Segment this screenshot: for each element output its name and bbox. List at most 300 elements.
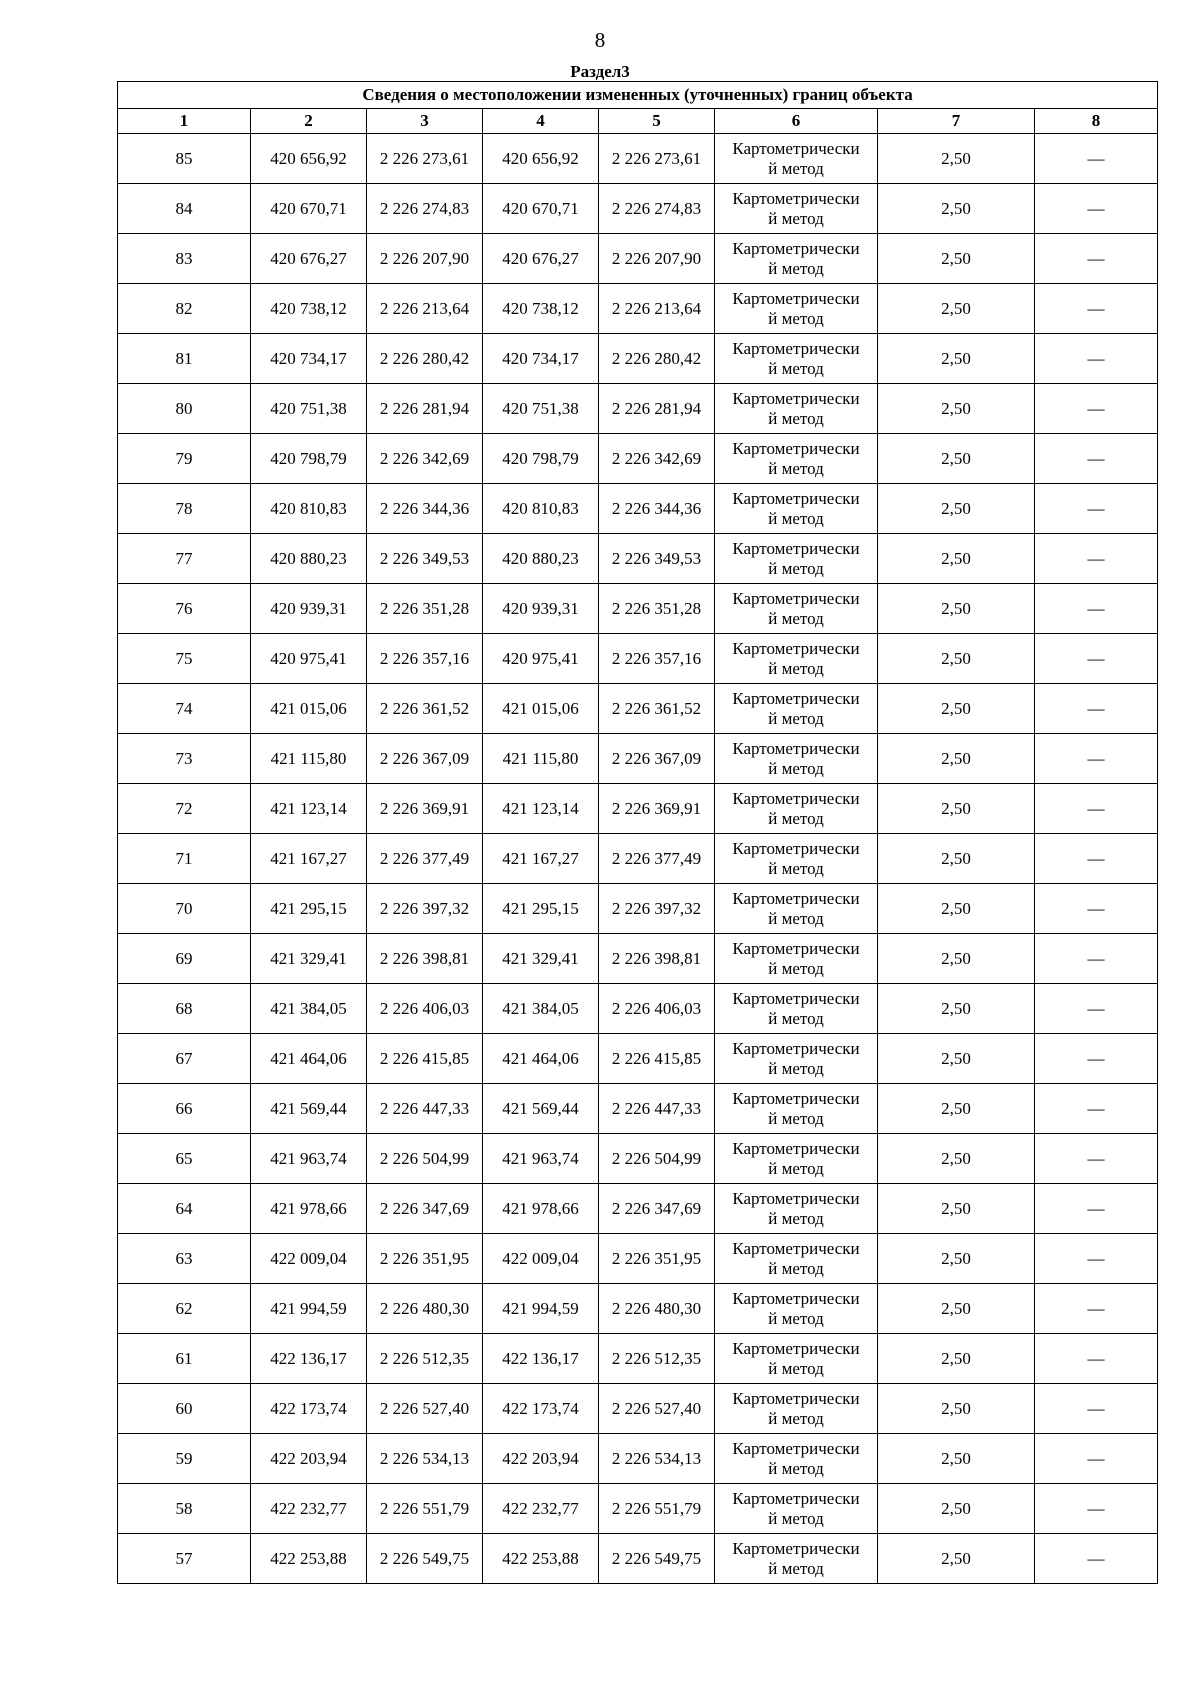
y-new-cell: 2 226 480,30 [599,1284,715,1334]
x-new-cell: 420 798,79 [483,434,599,484]
method-cell [715,684,878,734]
x-new-cell: 422 203,94 [483,1434,599,1484]
table-caption: Сведения о местоположении измененных (уточненных) границ объекта [118,82,1158,109]
table-row [118,384,1158,434]
y-old-cell: 2 226 549,75 [367,1534,483,1584]
method-text-line: й метод [768,858,824,878]
x-old-cell: 420 939,31 [251,584,367,634]
method-text-line: Картометрически [732,1338,860,1358]
accuracy-cell: 2,50 [878,784,1035,834]
method-cell [715,1134,878,1184]
y-old-cell: 2 226 377,49 [367,834,483,884]
table-row [118,584,1158,634]
accuracy-cell: 2,50 [878,1184,1035,1234]
accuracy-cell: 2,50 [878,1034,1035,1084]
y-old-cell: 2 226 504,99 [367,1134,483,1184]
x-new-cell: 422 136,17 [483,1334,599,1384]
x-new-cell: 421 569,44 [483,1084,599,1134]
table-row [118,984,1158,1034]
y-old-cell: 2 226 207,90 [367,234,483,284]
description-cell: — [1035,1534,1158,1584]
method-cell [715,934,878,984]
table-row [118,684,1158,734]
table-row [118,634,1158,684]
method-text-line: й метод [768,1458,824,1478]
method-text-line: Картометрически [732,1088,860,1108]
y-new-cell: 2 226 406,03 [599,984,715,1034]
x-new-cell: 420 734,17 [483,334,599,384]
y-new-cell: 2 226 344,36 [599,484,715,534]
point-number-cell: 70 [118,884,251,934]
method-text-line: й метод [768,608,824,628]
y-old-cell: 2 226 397,32 [367,884,483,934]
point-number-cell: 61 [118,1334,251,1384]
y-new-cell: 2 226 351,28 [599,584,715,634]
x-old-cell: 420 734,17 [251,334,367,384]
accuracy-cell: 2,50 [878,634,1035,684]
y-old-cell: 2 226 281,94 [367,384,483,434]
x-old-cell: 421 167,27 [251,834,367,884]
table-row [118,134,1158,184]
method-cell [715,334,878,384]
y-new-cell: 2 226 512,35 [599,1334,715,1384]
point-number-cell: 84 [118,184,251,234]
method-text-line: Картометрически [732,738,860,758]
method-cell [715,1384,878,1434]
x-old-cell: 420 975,41 [251,634,367,684]
x-old-cell: 420 798,79 [251,434,367,484]
y-new-cell: 2 226 534,13 [599,1434,715,1484]
x-old-cell: 421 295,15 [251,884,367,934]
method-cell [715,184,878,234]
accuracy-cell: 2,50 [878,834,1035,884]
x-new-cell: 420 738,12 [483,284,599,334]
method-text-line: й метод [768,408,824,428]
description-cell: — [1035,884,1158,934]
description-cell: — [1035,484,1158,534]
table-caption-row [118,82,1158,109]
point-number-cell: 83 [118,234,251,284]
y-new-cell: 2 226 347,69 [599,1184,715,1234]
description-cell: — [1035,334,1158,384]
table-row [118,1084,1158,1134]
column-header: 6 [715,109,878,134]
x-new-cell: 422 232,77 [483,1484,599,1534]
x-old-cell: 420 670,71 [251,184,367,234]
point-number-cell: 75 [118,634,251,684]
method-cell [715,434,878,484]
method-cell [715,1184,878,1234]
point-number-cell: 68 [118,984,251,1034]
point-number-cell: 77 [118,534,251,584]
method-cell [715,1034,878,1084]
y-old-cell: 2 226 357,16 [367,634,483,684]
table-row [118,1484,1158,1534]
y-new-cell: 2 226 551,79 [599,1484,715,1534]
method-text-line: й метод [768,758,824,778]
y-new-cell: 2 226 527,40 [599,1384,715,1434]
accuracy-cell: 2,50 [878,1134,1035,1184]
description-cell: — [1035,184,1158,234]
method-text-line: Картометрически [732,338,860,358]
column-header: 1 [118,109,251,134]
x-old-cell: 421 963,74 [251,1134,367,1184]
column-header: 8 [1035,109,1158,134]
x-old-cell: 422 232,77 [251,1484,367,1534]
x-old-cell: 421 015,06 [251,684,367,734]
y-old-cell: 2 226 213,64 [367,284,483,334]
table-row [118,1534,1158,1584]
method-text-line: й метод [768,258,824,278]
y-old-cell: 2 226 361,52 [367,684,483,734]
x-old-cell: 420 880,23 [251,534,367,584]
x-old-cell: 422 253,88 [251,1534,367,1584]
x-new-cell: 420 751,38 [483,384,599,434]
section-title: Раздел3 [570,62,630,81]
method-text-line: Картометрически [732,1538,860,1558]
y-new-cell: 2 226 207,90 [599,234,715,284]
y-new-cell: 2 226 549,75 [599,1534,715,1584]
table-row [118,1134,1158,1184]
y-old-cell: 2 226 480,30 [367,1284,483,1334]
x-old-cell: 421 994,59 [251,1284,367,1334]
method-cell [715,584,878,634]
table-row [118,884,1158,934]
method-text-line: Картометрически [732,388,860,408]
description-cell: — [1035,534,1158,584]
method-text-line: Картометрически [732,788,860,808]
x-old-cell: 421 123,14 [251,784,367,834]
point-number-cell: 63 [118,1234,251,1284]
description-cell: — [1035,584,1158,634]
accuracy-cell: 2,50 [878,934,1035,984]
point-number-cell: 59 [118,1434,251,1484]
accuracy-cell: 2,50 [878,1384,1035,1434]
method-text-line: й метод [768,1358,824,1378]
method-text-line: Картометрически [732,288,860,308]
method-cell [715,134,878,184]
coordinates-table [117,81,1158,1584]
column-header: 4 [483,109,599,134]
accuracy-cell: 2,50 [878,1334,1035,1384]
description-cell: — [1035,234,1158,284]
y-new-cell: 2 226 213,64 [599,284,715,334]
page-number: 8 [594,28,606,52]
method-text-line: й метод [768,1308,824,1328]
method-text-line: Картометрически [732,988,860,1008]
point-number-cell: 65 [118,1134,251,1184]
description-cell: — [1035,434,1158,484]
method-text-line: й метод [768,1008,824,1028]
y-old-cell: 2 226 280,42 [367,334,483,384]
x-new-cell: 421 464,06 [483,1034,599,1084]
y-new-cell: 2 226 357,16 [599,634,715,684]
y-new-cell: 2 226 398,81 [599,934,715,984]
x-new-cell: 420 975,41 [483,634,599,684]
table-row [118,784,1158,834]
x-new-cell: 421 994,59 [483,1284,599,1334]
method-text-line: й метод [768,658,824,678]
column-header: 3 [367,109,483,134]
x-old-cell: 420 676,27 [251,234,367,284]
accuracy-cell: 2,50 [878,1234,1035,1284]
column-header: 5 [599,109,715,134]
method-cell [715,384,878,434]
point-number-cell: 58 [118,1484,251,1534]
method-cell [715,834,878,884]
point-number-cell: 81 [118,334,251,384]
description-cell: — [1035,1184,1158,1234]
y-new-cell: 2 226 274,83 [599,184,715,234]
description-cell: — [1035,284,1158,334]
y-old-cell: 2 226 415,85 [367,1034,483,1084]
table-row [118,284,1158,334]
point-number-cell: 71 [118,834,251,884]
y-old-cell: 2 226 344,36 [367,484,483,534]
y-new-cell: 2 226 369,91 [599,784,715,834]
table-row [118,1284,1158,1334]
y-old-cell: 2 226 367,09 [367,734,483,784]
method-text-line: й метод [768,558,824,578]
table-row [118,934,1158,984]
method-text-line: Картометрически [732,538,860,558]
accuracy-cell: 2,50 [878,384,1035,434]
method-text-line: й метод [768,1058,824,1078]
y-old-cell: 2 226 351,28 [367,584,483,634]
x-new-cell: 422 173,74 [483,1384,599,1434]
point-number-cell: 67 [118,1034,251,1084]
description-cell: — [1035,934,1158,984]
point-number-cell: 57 [118,1534,251,1584]
y-old-cell: 2 226 351,95 [367,1234,483,1284]
method-cell [715,734,878,784]
accuracy-cell: 2,50 [878,1434,1035,1484]
method-text-line: Картометрически [732,1388,860,1408]
point-number-cell: 60 [118,1384,251,1434]
method-text-line: Картометрически [732,588,860,608]
table-row [118,734,1158,784]
accuracy-cell: 2,50 [878,134,1035,184]
x-old-cell: 421 329,41 [251,934,367,984]
table-row [118,484,1158,534]
x-old-cell: 420 810,83 [251,484,367,534]
y-old-cell: 2 226 273,61 [367,134,483,184]
table-row [118,334,1158,384]
x-old-cell: 422 136,17 [251,1334,367,1384]
y-new-cell: 2 226 504,99 [599,1134,715,1184]
method-text-line: й метод [768,458,824,478]
y-old-cell: 2 226 398,81 [367,934,483,984]
x-new-cell: 420 676,27 [483,234,599,284]
x-new-cell: 420 880,23 [483,534,599,584]
point-number-cell: 72 [118,784,251,834]
method-text-line: й метод [768,358,824,378]
point-number-cell: 78 [118,484,251,534]
table-row [118,1184,1158,1234]
y-new-cell: 2 226 377,49 [599,834,715,884]
point-number-cell: 82 [118,284,251,334]
x-new-cell: 421 295,15 [483,884,599,934]
point-number-cell: 80 [118,384,251,434]
point-number-cell: 64 [118,1184,251,1234]
method-cell [715,634,878,684]
column-header: 2 [251,109,367,134]
method-text-line: й метод [768,1158,824,1178]
x-new-cell: 420 939,31 [483,584,599,634]
method-text-line: й метод [768,158,824,178]
x-new-cell: 421 978,66 [483,1184,599,1234]
accuracy-cell: 2,50 [878,1534,1035,1584]
point-number-cell: 73 [118,734,251,784]
table-row [118,534,1158,584]
x-new-cell: 420 670,71 [483,184,599,234]
description-cell: — [1035,784,1158,834]
table-row [118,234,1158,284]
description-cell: — [1035,1284,1158,1334]
method-text-line: Картометрически [732,888,860,908]
x-old-cell: 421 384,05 [251,984,367,1034]
x-new-cell: 421 123,14 [483,784,599,834]
x-new-cell: 420 810,83 [483,484,599,534]
x-new-cell: 422 253,88 [483,1534,599,1584]
point-number-cell: 66 [118,1084,251,1134]
method-cell [715,1334,878,1384]
y-old-cell: 2 226 527,40 [367,1384,483,1434]
method-text-line: Картометрически [732,138,860,158]
description-cell: — [1035,1484,1158,1534]
y-new-cell: 2 226 349,53 [599,534,715,584]
accuracy-cell: 2,50 [878,434,1035,484]
method-text-line: й метод [768,808,824,828]
y-old-cell: 2 226 534,13 [367,1434,483,1484]
y-old-cell: 2 226 447,33 [367,1084,483,1134]
table-row [118,1434,1158,1484]
description-cell: — [1035,384,1158,434]
y-old-cell: 2 226 274,83 [367,184,483,234]
method-text-line: Картометрически [732,1288,860,1308]
x-new-cell: 421 329,41 [483,934,599,984]
method-text-line: й метод [768,1408,824,1428]
method-cell [715,1484,878,1534]
method-text-line: й метод [768,308,824,328]
y-old-cell: 2 226 551,79 [367,1484,483,1534]
y-new-cell: 2 226 397,32 [599,884,715,934]
method-text-line: Картометрически [732,188,860,208]
accuracy-cell: 2,50 [878,1084,1035,1134]
method-text-line: й метод [768,1258,824,1278]
y-new-cell: 2 226 281,94 [599,384,715,434]
y-old-cell: 2 226 349,53 [367,534,483,584]
method-text-line: Картометрически [732,488,860,508]
accuracy-cell: 2,50 [878,884,1035,934]
method-text-line: Картометрически [732,938,860,958]
accuracy-cell: 2,50 [878,334,1035,384]
x-new-cell: 421 963,74 [483,1134,599,1184]
x-new-cell: 422 009,04 [483,1234,599,1284]
method-text-line: Картометрически [732,1188,860,1208]
accuracy-cell: 2,50 [878,684,1035,734]
accuracy-cell: 2,50 [878,984,1035,1034]
y-new-cell: 2 226 361,52 [599,684,715,734]
y-old-cell: 2 226 347,69 [367,1184,483,1234]
table-header-row [118,109,1158,134]
description-cell: — [1035,1034,1158,1084]
method-text-line: й метод [768,958,824,978]
method-cell [715,1234,878,1284]
y-new-cell: 2 226 351,95 [599,1234,715,1284]
y-old-cell: 2 226 406,03 [367,984,483,1034]
description-cell: — [1035,984,1158,1034]
y-new-cell: 2 226 273,61 [599,134,715,184]
method-text-line: Картометрически [732,638,860,658]
method-cell [715,984,878,1034]
x-new-cell: 420 656,92 [483,134,599,184]
method-text-line: Картометрически [732,438,860,458]
description-cell: — [1035,1384,1158,1434]
table-row [118,1334,1158,1384]
y-new-cell: 2 226 447,33 [599,1084,715,1134]
accuracy-cell: 2,50 [878,1284,1035,1334]
accuracy-cell: 2,50 [878,1484,1035,1534]
method-text-line: Картометрически [732,1138,860,1158]
y-old-cell: 2 226 342,69 [367,434,483,484]
method-text-line: й метод [768,1558,824,1578]
accuracy-cell: 2,50 [878,734,1035,784]
description-cell: — [1035,1334,1158,1384]
point-number-cell: 62 [118,1284,251,1334]
x-new-cell: 421 384,05 [483,984,599,1034]
x-old-cell: 422 173,74 [251,1384,367,1434]
method-text-line: Картометрически [732,1488,860,1508]
method-cell [715,1534,878,1584]
table-row [118,834,1158,884]
method-text-line: й метод [768,1208,824,1228]
method-text-line: Картометрически [732,238,860,258]
x-old-cell: 421 569,44 [251,1084,367,1134]
x-old-cell: 422 009,04 [251,1234,367,1284]
point-number-cell: 74 [118,684,251,734]
method-cell [715,1434,878,1484]
method-cell [715,884,878,934]
y-new-cell: 2 226 415,85 [599,1034,715,1084]
accuracy-cell: 2,50 [878,484,1035,534]
table-row [118,1234,1158,1284]
method-text-line: й метод [768,1508,824,1528]
accuracy-cell: 2,50 [878,234,1035,284]
description-cell: — [1035,634,1158,684]
y-old-cell: 2 226 369,91 [367,784,483,834]
method-cell [715,234,878,284]
x-new-cell: 421 115,80 [483,734,599,784]
method-cell [715,534,878,584]
x-old-cell: 420 751,38 [251,384,367,434]
description-cell: — [1035,1084,1158,1134]
method-text-line: й метод [768,208,824,228]
point-number-cell: 79 [118,434,251,484]
x-old-cell: 422 203,94 [251,1434,367,1484]
accuracy-cell: 2,50 [878,284,1035,334]
x-new-cell: 421 015,06 [483,684,599,734]
table-row [118,434,1158,484]
method-cell [715,1084,878,1134]
description-cell: — [1035,1134,1158,1184]
point-number-cell: 76 [118,584,251,634]
method-text-line: Картометрически [732,1038,860,1058]
method-text-line: Картометрически [732,1438,860,1458]
method-text-line: й метод [768,708,824,728]
table-row [118,1384,1158,1434]
description-cell: — [1035,734,1158,784]
